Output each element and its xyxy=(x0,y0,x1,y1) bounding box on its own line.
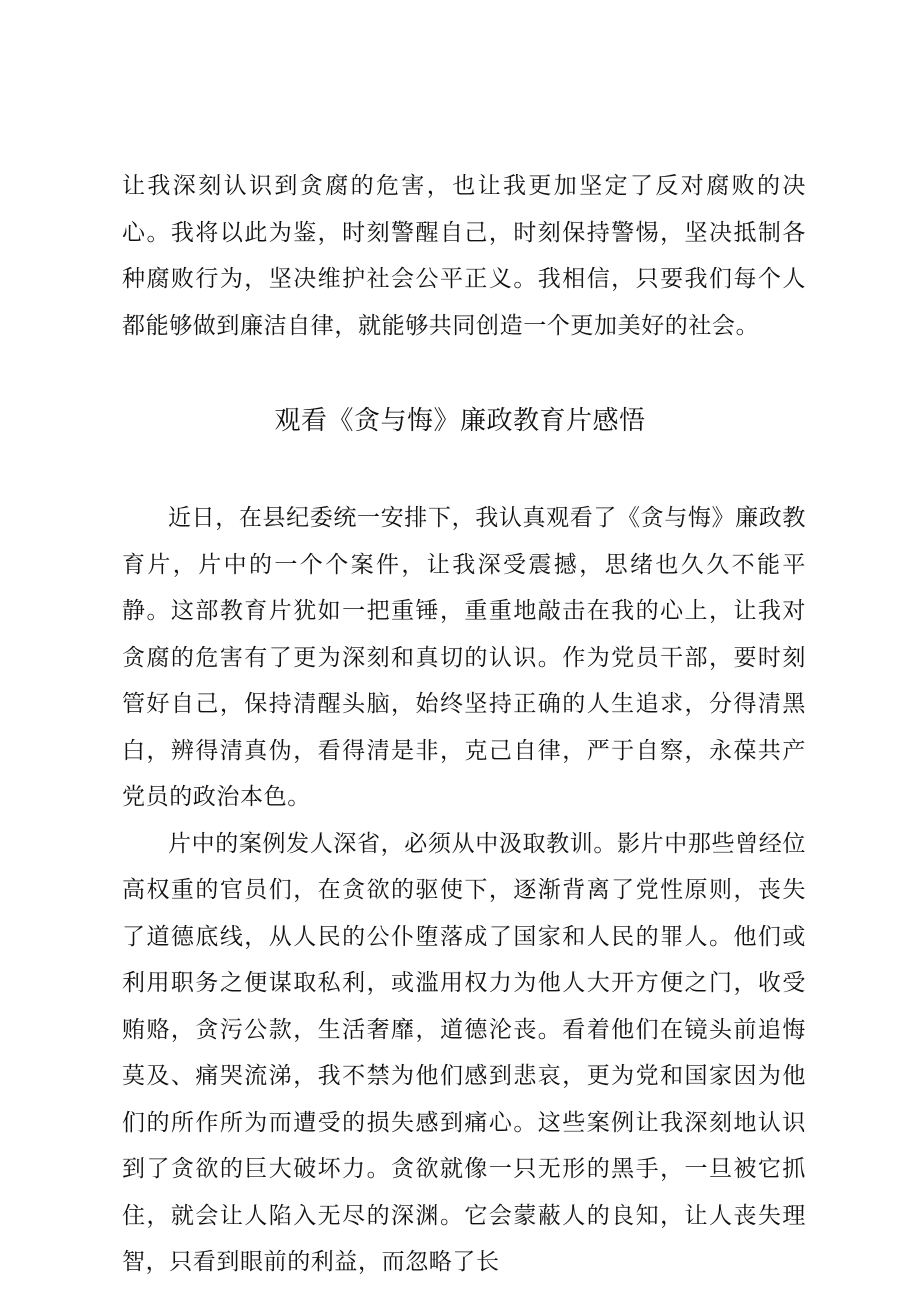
main-body xyxy=(122,495,806,1286)
document-title: 观看《贪与悔》廉政教育片感悟 xyxy=(274,406,646,436)
paragraph: 近日，在县纪委统一安排下，我认真观看了《贪与悔》廉政教育片，片中的一个个案件，让我深受震撼，思绪也久久不能平静。这部教育片犹如一把重锤，重重地敲击在我的心上，让我对贪腐的危害有了更为深刻和真切的认识。作为党员干部，要时刻管好自己，保持清醒头脑，始终坚持正确的人生追求，分得清黑白，辨得清真伪，看得清是非，克己自律，严于自察，永葆共产党员的政治本色。 xyxy=(122,505,806,810)
continued-paragraph: 让我深刻认识到贪腐的危害，也让我更加坚定了反对腐败的决心。我将以此为鉴，时刻警醒自己，时刻保持警惕，坚决抵制各种腐败行为，坚决维护社会公平正义。我相信，只要我们每个人都能够做到廉洁自律，就能够共同创造一个更加美好的社会。 xyxy=(122,173,806,339)
continued-paragraph-block xyxy=(122,163,806,349)
paragraph: 片中的案例发人深省，必须从中汲取教训。影片中那些曾经位高权重的官员们，在贪欲的驱使下，逐渐背离了党性原则，丧失了道德底线，从人民的公仆堕落成了国家和人民的罪人。他们或利用职务之便谋取私利，或滥用权力为他人大开方便之门，收受贿赂，贪污公款，生活奢靡，道德沦丧。看着他们在镜头前追悔莫及、痛哭流涕，我不禁为他们感到悲哀，更为党和国家因为他们的所作所为而遭受的损失感到痛心。这些案例让我深刻地认识到了贪欲的巨大破坏力。贪欲就像一只无形的黑手，一旦被它抓住，就会让人陷入无尽的深渊。它会蒙蔽人的良知，让人丧失理智，只看到眼前的利益，而忽略了长 xyxy=(122,830,806,1275)
